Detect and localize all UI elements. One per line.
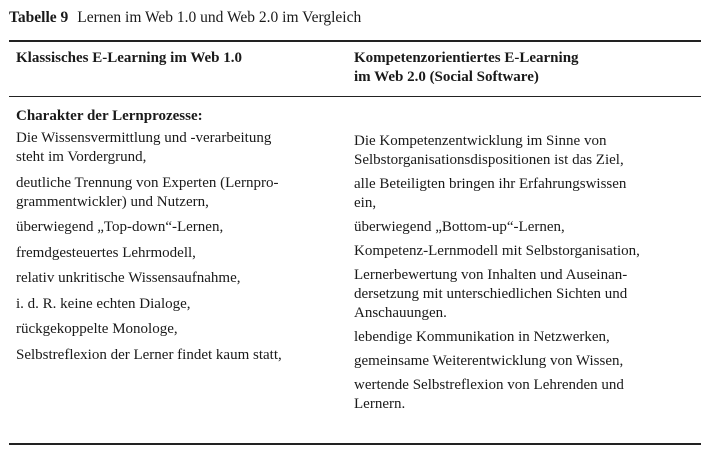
right-item: [354, 352, 699, 371]
right-item-line: Anschauungen.: [354, 305, 447, 321]
left-item: [16, 218, 341, 237]
right-item: [354, 218, 699, 237]
right-item-line: Selbstorganisationsdispositionen ist das Ziel,: [354, 152, 624, 168]
left-item: [16, 269, 341, 288]
table-bottom-rule: [9, 443, 701, 445]
left-item: [16, 295, 341, 314]
left-column: [16, 129, 341, 371]
left-item: [16, 346, 341, 365]
left-item-line: Die Wissensvermittlung und -verarbeitung: [16, 130, 272, 146]
right-item-line: gemeinsame Weiterentwicklung von Wissen,: [354, 353, 624, 369]
column-header-web-1-0: Klassisches E-Learning im Web 1.0: [16, 50, 242, 66]
column-header-web-2-0-line-2: im Web 2.0 (Social Software): [354, 69, 539, 85]
right-item-line: Kompetenz-Lernmodell mit Selbstorganisation,: [354, 243, 640, 259]
table-label: Tabelle 9: [9, 9, 69, 26]
right-item-line: Lernern.: [354, 396, 406, 412]
left-item-line: fremdgesteuertes Lehrmodell,: [16, 244, 196, 261]
left-item-line: steht im Vordergrund,: [16, 149, 147, 165]
column-header-web-2-0-line-1: Kompetenzorientiertes E-Learning: [354, 50, 579, 66]
right-item-line: alle Beteiligten bringen ihr Erfahrungswissen: [354, 176, 627, 192]
right-item-line: lebendige Kommunikation in Netzwerken,: [354, 329, 610, 345]
right-item: [354, 242, 699, 261]
table-top-rule: [9, 40, 701, 42]
right-item: [354, 328, 699, 347]
right-item-line: Lernerbewertung von Inhalten und Auseinan-: [354, 267, 628, 283]
right-item: [354, 132, 699, 170]
table-caption: [9, 9, 361, 27]
left-item: [16, 174, 341, 212]
column-header-web-2-0: [354, 49, 674, 87]
left-item: [16, 320, 341, 339]
left-item: [16, 244, 341, 263]
table-title: Lernen im Web 1.0 und Web 2.0 im Vergleich: [77, 9, 362, 26]
left-item-line: überwiegend „Top-down“-Lernen,: [16, 219, 224, 235]
right-item-line: ein,: [354, 195, 377, 211]
left-item-line: rückgekoppelte Monologe,: [16, 321, 178, 337]
left-item-line: Selbstreflexion der Lerner findet kaum statt,: [16, 346, 282, 363]
right-item: [354, 266, 699, 323]
left-item: [16, 129, 341, 167]
left-item-line: i. d. R. keine echten Dialoge,: [16, 295, 191, 312]
table-header-rule: [9, 96, 701, 97]
left-item-line: relativ unkritische Wissensaufnahme,: [16, 270, 241, 286]
right-item-line: überwiegend „Bottom-up“-Lernen,: [354, 219, 565, 235]
left-item-line: deutliche Trennung von Experten (Lernpro-: [16, 174, 279, 191]
left-item-line: grammentwickler) und Nutzern,: [16, 193, 209, 210]
right-item: [354, 175, 699, 213]
right-item-line: wertende Selbstreflexion von Lehrenden und: [354, 377, 624, 393]
right-item-line: Die Kompetenzentwicklung im Sinne von: [354, 133, 607, 149]
section-title: Charakter der Lernprozesse:: [16, 108, 203, 124]
right-item: [354, 376, 699, 414]
right-column: [354, 132, 699, 419]
right-item-line: dersetzung mit unterschiedlichen Sichten und: [354, 286, 628, 302]
